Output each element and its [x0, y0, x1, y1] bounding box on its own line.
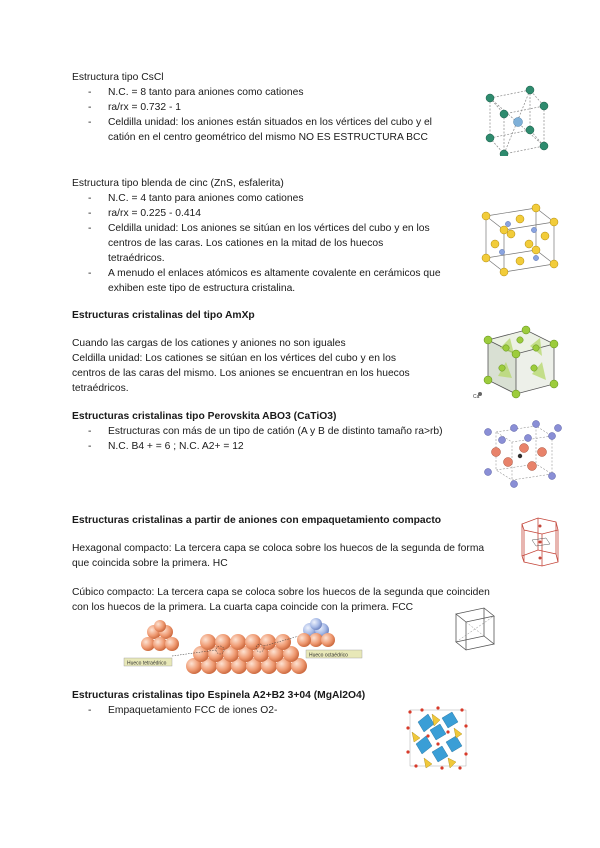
amxp-line: Celdilla unidad: Los cationes se sitúan en los vértices del cubo y en los: [72, 353, 396, 364]
hc-prism-figure: [516, 514, 564, 570]
list-item: - A menudo el enlaces atómicos es altamente covalente en cerámicos que: [88, 266, 441, 281]
zns-bullets: [88, 191, 430, 236]
perovskita-cell-figure: [480, 418, 566, 494]
perovskita-bullets: [88, 424, 443, 454]
list-item: - ra/rx = 0.732 - 1: [88, 100, 432, 115]
zns-title: Estructura tipo blenda de cinc (ZnS, esfalerita): [72, 178, 284, 189]
list-item: - Estructuras con más de un tipo de catión (A y B de distinto tamaño ra>rb): [88, 424, 443, 439]
espinela-heading: Estructuras cristalinas tipo Espinela A2+B2 3+04 (MgAl2O4): [72, 690, 366, 701]
list-item-continuation: tetraédricos.: [108, 253, 165, 264]
list-item: - N.C. B4 + = 6 ; N.C. A2+ = 12: [88, 439, 443, 454]
cscl-bullets: [88, 85, 432, 130]
amxp-cell-figure: [470, 318, 562, 402]
center-atom: [514, 118, 523, 127]
cscl-title: Estructura tipo CsCl: [72, 72, 164, 83]
list-item: - N.C. = 4 tanto para aniones como cationes: [88, 191, 430, 206]
b-cation: [518, 454, 522, 458]
label-left: Hueco tetraédrico: [127, 660, 167, 667]
amxp-line: Cuando las cargas de los cationes y aniones no son iguales: [72, 338, 346, 349]
label-right: Hueco octaédrico: [309, 652, 348, 659]
fcc-line: con los huecos de la primera. La cuarta capa coincide con la primera. FCC: [72, 602, 414, 613]
amxp-heading: Estructuras cristalinas del tipo AmXp: [72, 310, 255, 321]
list-item: - ra/rx = 0.225 - 0.414: [88, 206, 430, 221]
cscl-cell-figure: [478, 76, 558, 156]
list-item: - Celdilla unidad: Los aniones se sitúan en los vértices del cubo y en los: [88, 221, 430, 236]
list-item-continuation: centros de las caras. Los cationes en la mitad de los huecos: [108, 238, 384, 249]
figure-label: Ca: [473, 394, 480, 400]
zns-cell-figure: [478, 200, 562, 278]
list-item-continuation: catión en el centro geométrico del mismo NO ES ESTRUCTURA BCC: [108, 132, 428, 143]
fcc-cube-figure: [450, 602, 500, 652]
perovskita-heading: Estructuras cristalinas tipo Perovskita ABO3 (CaTiO3): [72, 411, 337, 422]
close-packing-spheres-figure: [110, 616, 380, 678]
espinela-bullets: [88, 703, 277, 718]
fcc-line: Cúbico compacto: La tercera capa se coloca sobre los huecos de la segunda que coinciden: [72, 587, 490, 598]
spinel-structure-figure: [402, 702, 474, 774]
hc-line: Hexagonal compacto: La tercera capa se coloca sobre los huecos de la segunda de forma: [72, 543, 485, 554]
amxp-line: tetraédricos.: [72, 383, 129, 394]
list-item: - Empaquetamiento FCC de iones O2-: [88, 703, 277, 718]
right-sphere-stack: [297, 618, 335, 647]
compacto-heading: Estructuras cristalinas a partir de aniones con empaquetamiento compacto: [72, 515, 442, 526]
hc-line: que coincida sobre la primera. HC: [72, 558, 228, 569]
amxp-line: centros de las caras del mismo. Los aniones se encuentran en los huecos: [72, 368, 410, 379]
list-item: - N.C. = 8 tanto para aniones como cationes: [88, 85, 432, 100]
list-item: - Celdilla unidad: los aniones están situados en los vértices del cubo y el: [88, 115, 432, 130]
list-item-continuation: exhiben este tipo de estructura cristalina.: [108, 283, 296, 294]
left-sphere-stack: [141, 620, 179, 651]
